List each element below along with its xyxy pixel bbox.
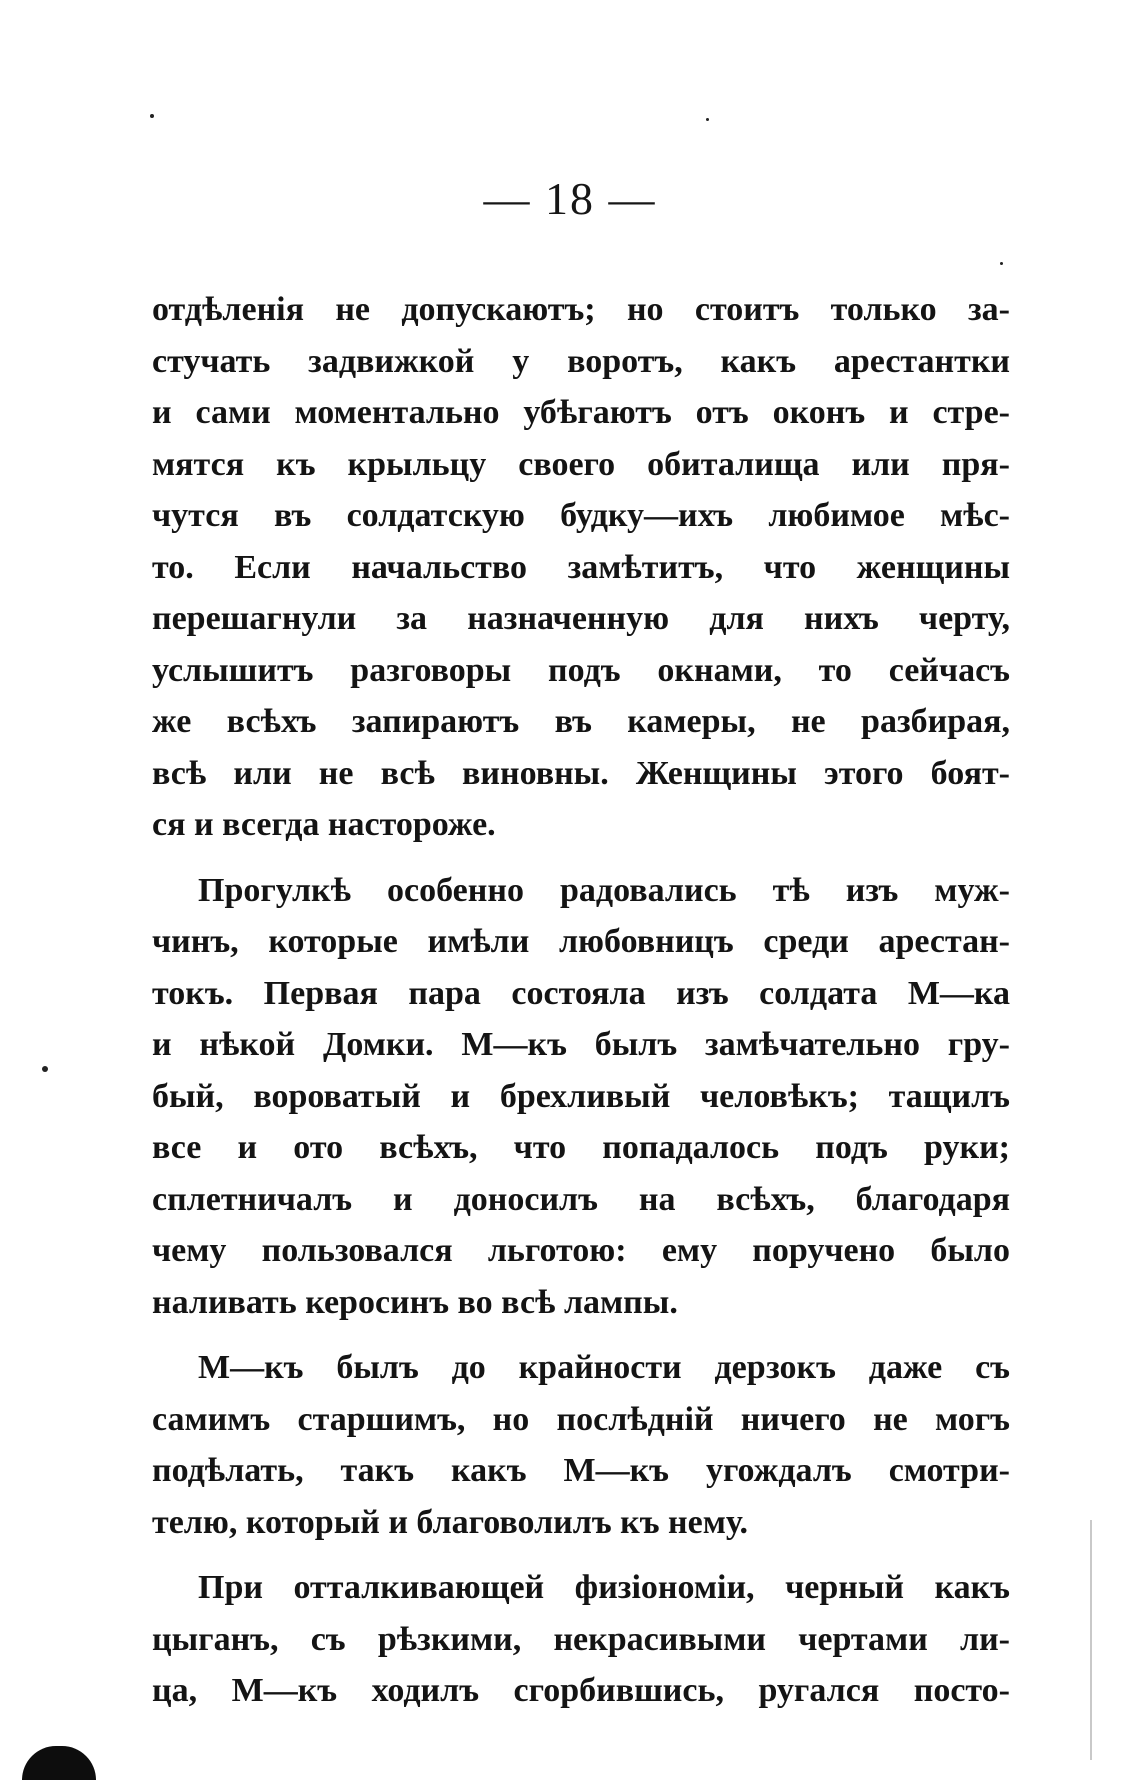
text-line: Прогулкѣ особенно радовались тѣ изъ муж-: [198, 871, 1010, 909]
text-line: чему пользовался льготою: ему поручено было: [152, 1232, 1010, 1269]
text-line: и нѣкой Домки. М—къ былъ замѣчательно гру-: [152, 1026, 1010, 1063]
paragraph: [152, 865, 1010, 1329]
text-line: ся и всегда настороже.: [152, 806, 496, 843]
scan-corner-blot: [22, 1746, 96, 1780]
text-line: чинъ, которые имѣли любовницъ среди арестан-: [152, 923, 1010, 960]
text-line: При отталкивающей физіономіи, черный какъ: [198, 1569, 1010, 1606]
page-number: — 18 —: [483, 173, 657, 224]
text-line: токъ. Первая пара состояла изъ солдата М—ка: [152, 974, 1010, 1012]
text-line: наливать керосинъ во всѣ лампы.: [152, 1283, 678, 1321]
scan-edge-line: [1090, 1520, 1092, 1760]
text-line: отдѣленія не допускаютъ; но стоитъ только за-: [152, 291, 1010, 328]
paragraph: [152, 1342, 1010, 1548]
text-line: цыганъ, съ рѣзкими, некрасивыми чертами ли-: [152, 1620, 1010, 1658]
text-line: услышитъ разговоры подъ окнами, то сейчасъ: [152, 651, 1010, 689]
text-line: сплетничалъ и доносилъ на всѣхъ, благодаря: [152, 1180, 1010, 1218]
text-line: М—къ былъ до крайности дерзокъ даже съ: [198, 1349, 1010, 1386]
scan-speck: [42, 1066, 48, 1072]
paragraph: [152, 1562, 1010, 1717]
text-line: же всѣхъ запираютъ въ камеры, не разбирая,: [152, 703, 1010, 740]
paragraph: [152, 284, 1010, 851]
scan-speck: [150, 114, 154, 118]
text-line: и сами моментально убѣгаютъ отъ оконъ и стре-: [152, 394, 1010, 431]
body-text: [152, 284, 1010, 1717]
text-line: то. Если начальство замѣтитъ, что женщины: [152, 548, 1010, 586]
text-line: бый, вороватый и брехливый человѣкъ; тащилъ: [152, 1077, 1010, 1115]
text-line: самимъ старшимъ, но послѣдній ничего не могъ: [152, 1400, 1010, 1438]
scan-speck: [1000, 262, 1003, 265]
text-line: мятся къ крыльцу своего обиталища или пря-: [152, 445, 1010, 483]
scan-speck: [706, 118, 709, 121]
text-line: чутся въ солдатскую будку—ихъ любимое мѣс-: [152, 497, 1010, 534]
text-line: ца, М—къ ходилъ сгорбившись, ругался посто-: [152, 1672, 1010, 1709]
text-line: подѣлать, такъ какъ М—къ угождалъ смотри-: [152, 1452, 1010, 1489]
text-line: телю, который и благоволилъ къ нему.: [152, 1503, 748, 1541]
text-line: перешагнули за назначенную для нихъ черту,: [152, 600, 1010, 637]
text-line: стучать задвижкой у воротъ, какъ арестантки: [152, 342, 1010, 380]
text-line: всѣ или не всѣ виновны. Женщины этого боят-: [152, 754, 1010, 792]
text-line: все и ото всѣхъ, что попадалось подъ руки;: [152, 1129, 1010, 1166]
